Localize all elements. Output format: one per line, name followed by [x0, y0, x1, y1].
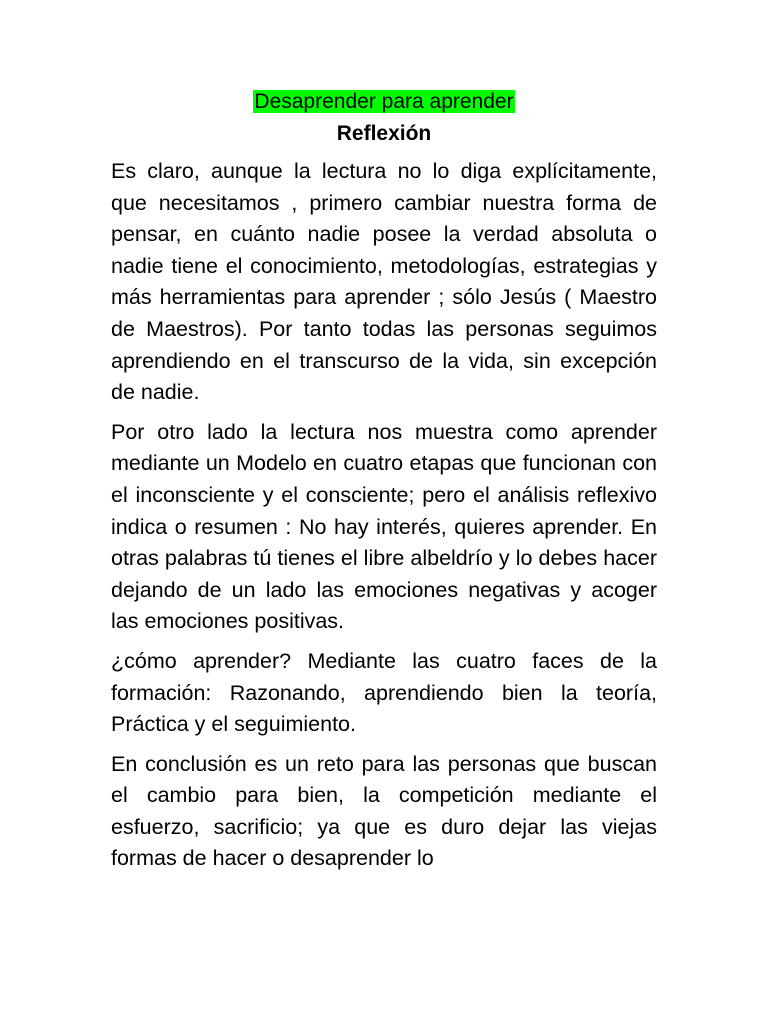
document-title: [111, 86, 657, 118]
title-highlight: Desaprender para aprender: [254, 90, 514, 113]
paragraph-4: En conclusión es un reto para las personas que buscan el cambio para bien, la competición mediante el esfuerzo, sacrificio; ya que es duro dejar las viejas formas de hacer o desaprender lo: [111, 751, 657, 871]
paragraph-2: Por otro lado la lectura nos muestra como aprender mediante un Modelo en cuatro etapas que funcionan con el inconsciente y el consciente; pero el análisis reflexivo indica o resumen : No hay interés, quieres aprender. En otras palabras tú tienes el libre albeldrío y lo debes hacer dejando de un lado las emociones negativas y acoger las emociones positivas.: [111, 419, 657, 634]
document-subtitle: Reflexión: [336, 122, 432, 145]
document-body: [111, 86, 657, 875]
paragraph-3: ¿cómo aprender? Mediante las cuatro faces de la formación: Razonando, aprendiendo bien la teoría, Práctica y el seguimiento.: [111, 648, 657, 737]
paragraph-1: Es claro, aunque la lectura no lo diga explícitamente, que necesitamos , primero cambiar nuestra forma de pensar, en cuánto nadie posee la verdad absoluta o nadie tiene el conocimiento, metodologías, estrategias y más herramientas para aprender ; sólo Jesús ( Maestro de Maestros). Por tanto todas las personas seguimos aprendiendo en el transcurso de la vida, sin excepción de nadie.: [111, 159, 657, 405]
